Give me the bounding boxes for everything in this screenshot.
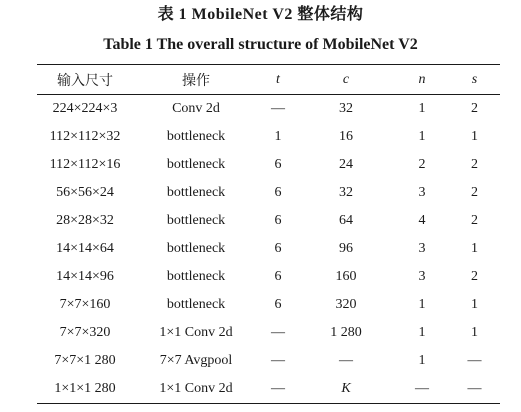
cell-input-size: 7×7×320 (59, 325, 111, 340)
header-s: s (471, 71, 478, 87)
header-t: t (276, 71, 280, 87)
cell-c: 32 (339, 101, 353, 116)
cell-n: 1 (418, 297, 426, 312)
table-row (37, 207, 500, 235)
cell-t: 6 (274, 157, 282, 172)
cell-operation: bottleneck (166, 129, 226, 144)
cell-t: — (271, 381, 285, 396)
cell-operation: bottleneck (166, 157, 226, 172)
cell-input-size: 56×56×24 (56, 185, 114, 200)
table-row (37, 319, 500, 347)
cell-s: — (467, 353, 482, 368)
cell-input-size: 28×28×32 (56, 213, 114, 228)
cell-n: 1 (418, 101, 426, 116)
cell-s: 1 (471, 129, 478, 144)
cell-operation: 1×1 Conv 2d (159, 325, 233, 340)
cell-s: 2 (471, 185, 478, 200)
cell-s: 1 (471, 325, 478, 340)
cell-t: 1 (274, 129, 282, 144)
table-row (37, 123, 500, 151)
cell-s: 2 (471, 269, 478, 284)
table-row (37, 151, 500, 179)
header-operation: 操作 (182, 73, 210, 89)
cell-operation: bottleneck (166, 213, 226, 228)
cell-operation: bottleneck (166, 185, 226, 200)
cell-n: 4 (418, 213, 426, 228)
table-header-row (37, 65, 500, 95)
table-row (37, 263, 500, 291)
cell-s: 1 (471, 241, 478, 256)
cell-t: 6 (274, 241, 282, 256)
cell-n: 1 (418, 325, 426, 340)
cell-input-size: 1×1×1 280 (54, 381, 116, 396)
structure-table-container (37, 64, 500, 404)
cell-c: 96 (339, 241, 353, 256)
header-n: n (418, 71, 426, 87)
table-row (37, 179, 500, 207)
header-c: c (342, 71, 350, 87)
cell-t: 6 (274, 185, 282, 200)
table-row (37, 95, 500, 124)
cell-c: 24 (339, 157, 353, 172)
cell-n: 3 (418, 241, 426, 256)
cell-input-size: 112×112×32 (49, 129, 121, 144)
cell-t: — (271, 325, 285, 340)
structure-table (37, 64, 500, 404)
cell-n: — (415, 381, 429, 396)
cell-input-size: 14×14×64 (56, 241, 114, 256)
table-row (37, 347, 500, 375)
cell-n: 2 (418, 157, 426, 172)
cell-t: — (271, 353, 285, 368)
cell-s: 2 (471, 157, 478, 172)
cell-s: 2 (471, 213, 478, 228)
cell-c: 16 (339, 129, 353, 144)
cell-c: 64 (339, 213, 353, 228)
cell-s: 1 (471, 297, 478, 312)
cell-operation: bottleneck (166, 297, 226, 312)
table-row (37, 375, 500, 404)
cell-t: — (271, 101, 285, 116)
table-row (37, 291, 500, 319)
table-caption-en: Table 1 The overall structure of MobileNet V2 (103, 36, 418, 53)
cell-operation: 1×1 Conv 2d (159, 381, 233, 396)
header-input-size: 输入尺寸 (57, 73, 113, 89)
cell-input-size: 224×224×3 (52, 101, 118, 116)
cell-c: 32 (339, 185, 353, 200)
cell-c: K (341, 381, 351, 396)
cell-operation: Conv 2d (172, 101, 220, 116)
cell-n: 3 (418, 185, 426, 200)
cell-n: 1 (418, 353, 426, 368)
table-caption-cn: 表 1 MobileNet V2 整体结构 (157, 6, 364, 23)
cell-input-size: 112×112×16 (49, 157, 121, 172)
cell-c: 1 280 (330, 325, 362, 340)
table-row (37, 235, 500, 263)
cell-s: — (467, 381, 482, 396)
cell-t: 6 (274, 297, 282, 312)
cell-c: 160 (335, 269, 357, 284)
cell-c: — (339, 353, 353, 368)
cell-c: 320 (335, 297, 357, 312)
cell-input-size: 14×14×96 (56, 269, 114, 284)
cell-n: 1 (418, 129, 426, 144)
cell-n: 3 (418, 269, 426, 284)
cell-operation: 7×7 Avgpool (159, 353, 233, 368)
cell-operation: bottleneck (166, 269, 226, 284)
cell-s: 2 (471, 101, 478, 116)
cell-t: 6 (274, 213, 282, 228)
cell-input-size: 7×7×160 (59, 297, 111, 312)
cell-operation: bottleneck (166, 241, 226, 256)
cell-t: 6 (274, 269, 282, 284)
cell-input-size: 7×7×1 280 (54, 353, 116, 368)
